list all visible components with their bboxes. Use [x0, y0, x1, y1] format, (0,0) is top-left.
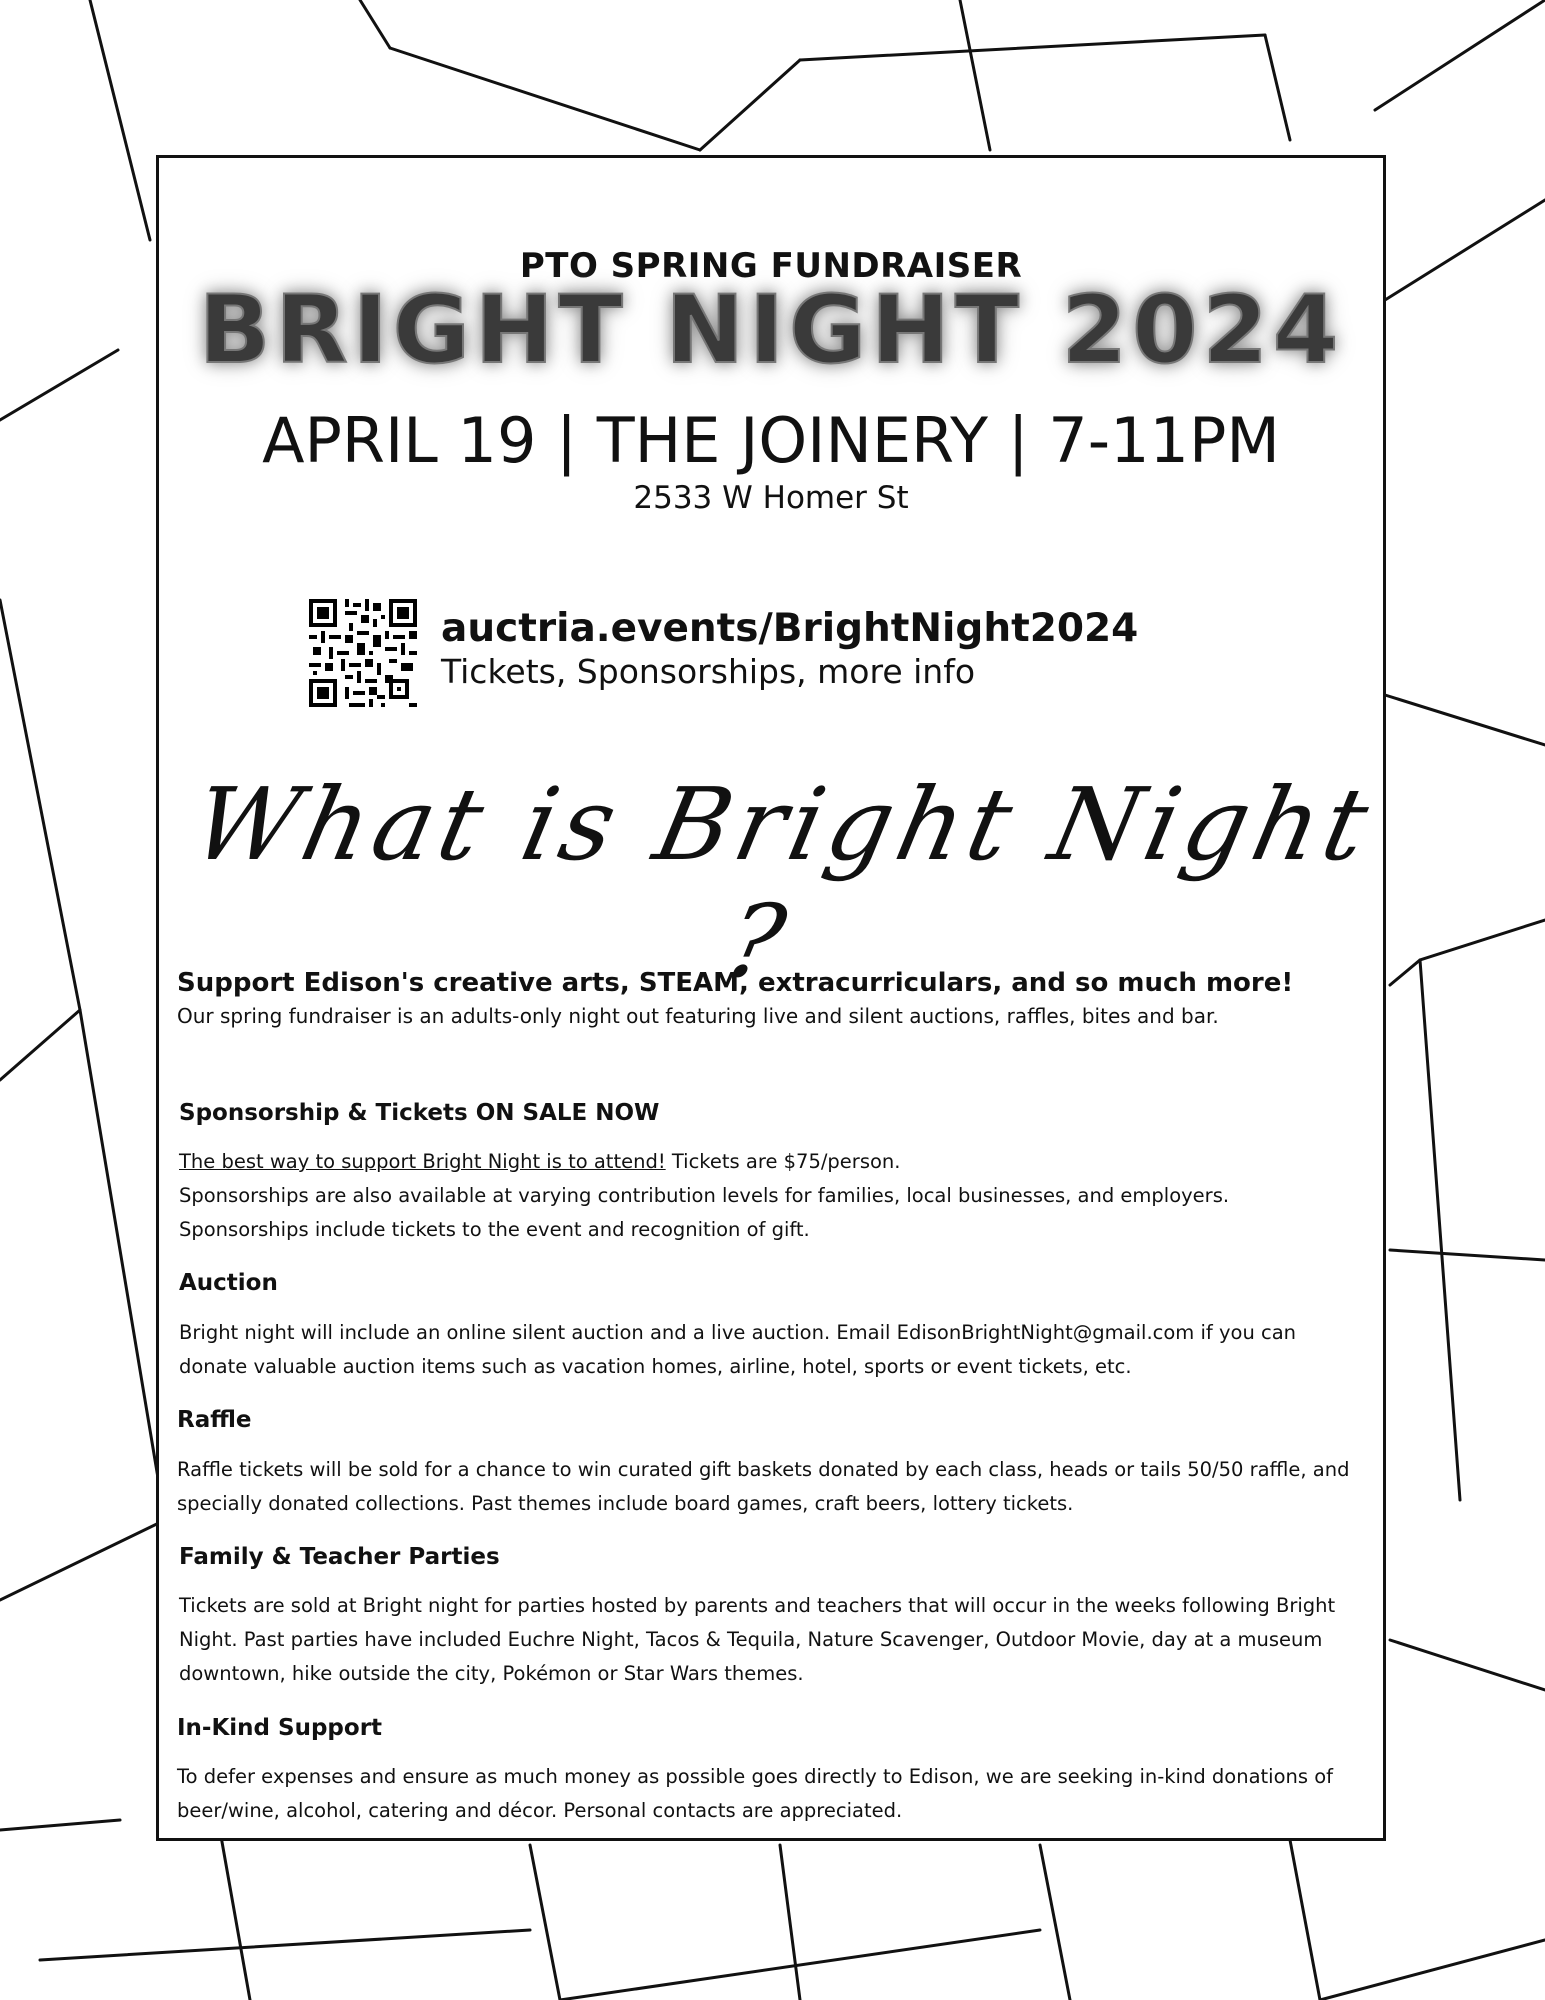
parties-heading: Family & Teacher Parties	[179, 1544, 500, 1570]
intro-body: Our spring fundraiser is an adults-only night out featuring live and silent auctions, raffles, bites and bar.	[177, 1004, 1219, 1028]
raffle-heading: Raffle	[177, 1407, 252, 1433]
event-address: 2533 W Homer St	[633, 480, 909, 516]
event-kicker: PTO SPRING FUNDRAISER	[519, 246, 1023, 286]
event-url-link[interactable]: auctria.events/BrightNight2024	[441, 606, 1139, 651]
sponsorship-underlined: The best way to support Bright Night is to attend!	[179, 1150, 666, 1173]
parties-body: Tickets are sold at Bright night for parties hosted by parents and teachers that will occur in the weeks following Bright Night. Past parties have included Euchre Night, Tacos & Tequila, Nature Scavenger, Outdoor Movie, day at a museum downtown, hike outside the city, Pokémon or Star Wars themes.	[179, 1594, 1336, 1685]
event-date-venue-time: APRIL 19 | THE JOINERY | 7-11PM	[262, 404, 1280, 477]
sponsorship-body	[179, 1145, 1359, 1247]
intro-heading: Support Edison's creative arts, STEAM, extracurriculars, and so much more!	[177, 968, 1294, 998]
auction-body: Bright night will include an online silent auction and a live auction. Email EdisonBrightNight@gmail.com if you can donate valuable auction items such as vacation homes, airline, hotel, sports or event tickets, etc.	[179, 1321, 1297, 1378]
sponsorship-levels: Sponsorships are also available at varying contribution levels for families, local businesses, and employers.	[179, 1184, 1230, 1207]
what-is-heading: What is Bright Night ?	[183, 766, 1384, 1000]
inkind-body: To defer expenses and ensure as much money as possible goes directly to Edison, we are seeking in-kind donations of beer/wine, alcohol, catering and décor. Personal contacts are appreciated.	[177, 1765, 1334, 1822]
sponsorship-includes: Sponsorships include tickets to the event and recognition of gift.	[179, 1218, 810, 1241]
event-url-subtitle: Tickets, Sponsorships, more info	[441, 652, 976, 691]
event-title: BRIGHT NIGHT 2024	[198, 276, 1344, 385]
flyer-panel	[156, 155, 1386, 1841]
raffle-body: Raffle tickets will be sold for a chance to win curated gift baskets donated by each class, heads or tails 50/50 raffle, and specially donated collections. Past themes include board games, craft beers, lottery tickets.	[177, 1458, 1350, 1515]
sponsorship-price: Tickets are $75/person.	[665, 1150, 901, 1173]
sponsorship-heading: Sponsorship & Tickets ON SALE NOW	[179, 1100, 660, 1126]
auction-heading: Auction	[179, 1270, 278, 1296]
inkind-heading: In-Kind Support	[177, 1715, 383, 1741]
qr-code-icon[interactable]	[309, 599, 417, 707]
